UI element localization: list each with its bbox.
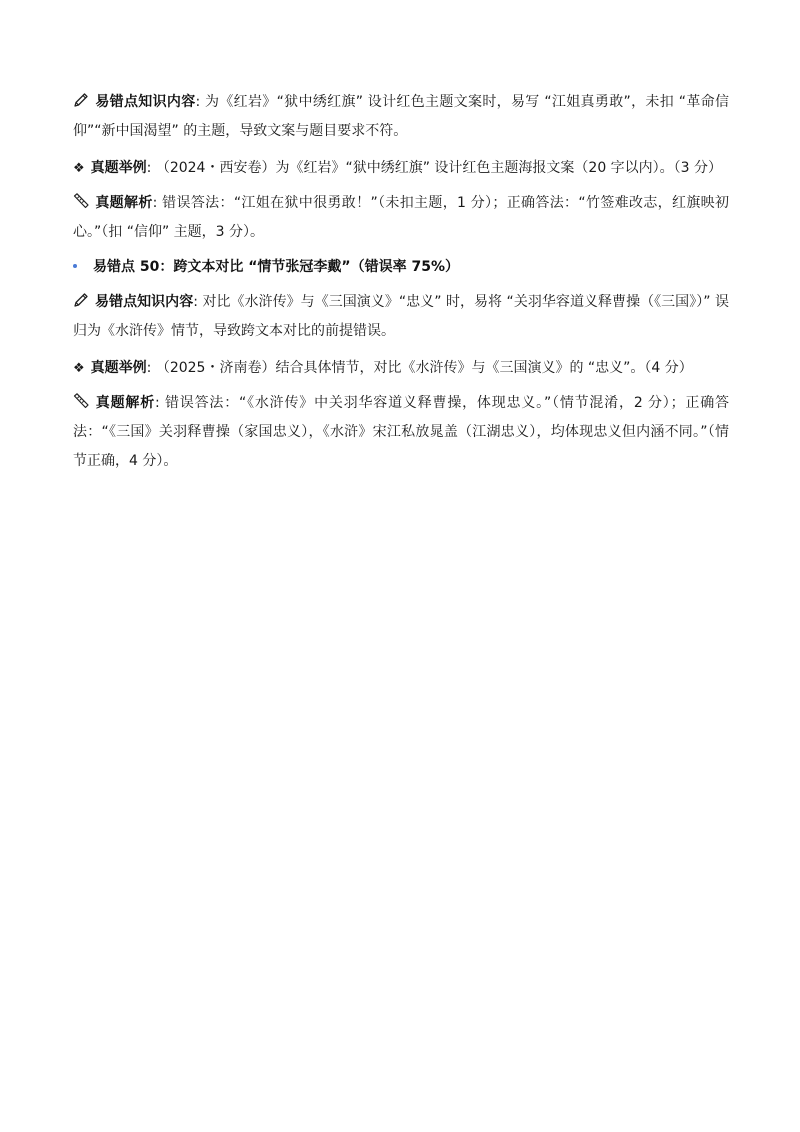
diamond-icon: ❖ (73, 361, 85, 376)
document-page (73, 88, 729, 482)
error-point-50-title: 易错点 50：跨文本对比 “情节张冠李戴”（错误率 75%） (93, 259, 460, 275)
example-text: （2024・西安卷）为《红岩》“狱中绣红旗” 设计红色主题海报文案（20 字以内）。（3 分） (151, 160, 723, 176)
knowledge-text: 对比《水浒传》与《三国演义》“忠义” 时，易将 “关羽华容道义释曹操（《三国》）” 误归为《水浒传》情节，导致跨文本对比的前提错误。 (73, 294, 730, 339)
knowledge-paragraph (73, 88, 729, 146)
analysis-label: 真题解析 (95, 395, 156, 411)
example-sep: : (146, 160, 152, 176)
example-text: （2025・济南卷）结合具体情节，对比《水浒传》与《三国演义》的 “忠义”。（4 分） (151, 360, 693, 376)
knowledge-paragraph-50 (73, 288, 729, 346)
analysis-text: 错误答法：“《水浒传》中关羽华容道义释曹操，体现忠义。”（情节混淆，2 分）；正确答法：“《三国》关羽释曹操（家国忠义），《水浒》宋江私放晁盖（江湖忠义），均体现忠义但内涵不同。”（情节正确，4 分）。 (73, 395, 730, 469)
ruler-pencil-icon (73, 193, 89, 209)
bullet-dot-icon (73, 264, 77, 268)
knowledge-label: 易错点知识内容 (95, 294, 194, 310)
diamond-icon: ❖ (73, 161, 85, 176)
analysis-paragraph (73, 189, 729, 247)
example-paragraph-50 (73, 354, 729, 383)
knowledge-sep: : (193, 294, 198, 310)
pencil-icon (73, 292, 89, 308)
ruler-pencil-icon (73, 393, 89, 409)
example-sep: : (146, 360, 152, 376)
knowledge-sep: : (195, 94, 201, 110)
knowledge-label: 易错点知识内容 (95, 94, 196, 110)
analysis-text: 错误答法：“江姐在狱中很勇敢！”（未扣主题，1 分）；正确答法：“竹签难改志，红旗映初心。”（扣 “信仰” 主题，3 分）。 (73, 195, 729, 240)
analysis-paragraph-50 (73, 389, 729, 476)
knowledge-text: 为《红岩》“狱中绣红旗” 设计红色主题文案时，易写 “江姐真勇敢”，未扣 “革命信仰”“新中国渴望” 的主题，导致文案与题目要求不符。 (73, 94, 729, 139)
example-label: 真题举例 (90, 160, 147, 176)
pencil-icon (73, 92, 89, 108)
analysis-sep: : (152, 195, 158, 211)
analysis-sep: : (155, 395, 160, 411)
error-point-50-heading (73, 253, 729, 282)
analysis-label: 真题解析 (95, 195, 153, 211)
example-label: 真题举例 (90, 360, 147, 376)
example-paragraph (73, 154, 729, 183)
